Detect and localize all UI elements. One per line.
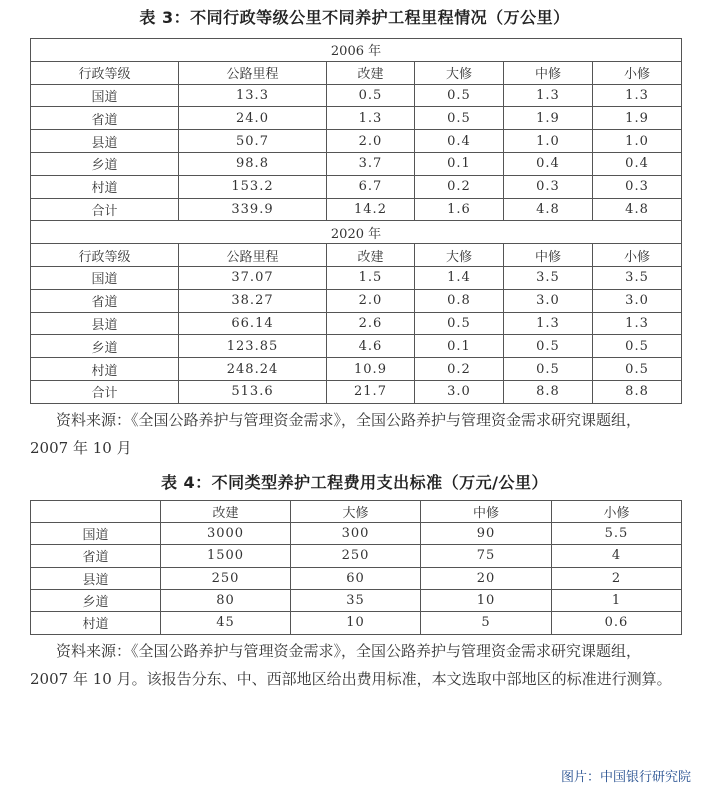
value-cell: 1.4 (415, 266, 504, 289)
value-cell: 6.7 (327, 175, 415, 198)
table-row (31, 130, 682, 153)
table-row (31, 312, 682, 335)
value-cell: 38.27 (179, 289, 327, 312)
column-header: 改建 (327, 61, 415, 84)
year-row (31, 221, 682, 244)
column-header: 改建 (161, 500, 291, 522)
value-cell: 37.07 (179, 266, 327, 289)
value-cell: 98.8 (179, 152, 327, 175)
value-cell: 8.8 (504, 380, 593, 403)
value-cell: 1.3 (504, 312, 593, 335)
value-cell: 0.1 (415, 152, 504, 175)
row-label-cell: 合计 (31, 380, 179, 403)
value-cell: 0.2 (415, 175, 504, 198)
value-cell: 8.8 (593, 380, 682, 403)
value-cell: 0.3 (504, 175, 593, 198)
header-row (31, 244, 682, 267)
header-row (31, 61, 682, 84)
value-cell: 50.7 (179, 130, 327, 153)
value-cell: 10 (291, 612, 421, 634)
row-label-cell: 省道 (31, 545, 161, 567)
table-row (31, 107, 682, 130)
value-cell: 1.3 (327, 107, 415, 130)
table-row (31, 335, 682, 358)
value-cell: 1.6 (415, 198, 504, 221)
value-cell: 339.9 (179, 198, 327, 221)
year-row (31, 39, 682, 62)
column-header: 中修 (421, 500, 552, 522)
row-label-cell: 村道 (31, 175, 179, 198)
value-cell: 0.3 (593, 175, 682, 198)
row-label-cell: 村道 (31, 612, 161, 634)
table-row (31, 567, 682, 589)
value-cell: 1.0 (504, 130, 593, 153)
value-cell: 0.8 (415, 289, 504, 312)
column-header: 公路里程 (179, 244, 327, 267)
value-cell: 300 (291, 523, 421, 545)
value-cell: 3.0 (504, 289, 593, 312)
value-cell: 0.5 (327, 84, 415, 107)
row-label-cell: 省道 (31, 107, 179, 130)
value-cell: 5.5 (552, 523, 682, 545)
row-label-cell: 乡道 (31, 152, 179, 175)
header-row (31, 500, 682, 522)
value-cell: 1.3 (504, 84, 593, 107)
row-label-cell: 合计 (31, 198, 179, 221)
table3 (30, 38, 682, 404)
value-cell: 513.6 (179, 380, 327, 403)
value-cell: 2.0 (327, 130, 415, 153)
table-row (31, 152, 682, 175)
value-cell: 0.4 (593, 152, 682, 175)
value-cell: 0.4 (504, 152, 593, 175)
value-cell: 2 (552, 567, 682, 589)
row-label-cell: 村道 (31, 358, 179, 381)
value-cell: 123.85 (179, 335, 327, 358)
value-cell: 0.5 (593, 358, 682, 381)
column-header: 大修 (415, 244, 504, 267)
row-label-cell: 县道 (31, 130, 179, 153)
value-cell: 153.2 (179, 175, 327, 198)
value-cell: 2.0 (327, 289, 415, 312)
value-cell: 1.3 (593, 312, 682, 335)
value-cell: 0.5 (504, 335, 593, 358)
value-cell: 13.3 (179, 84, 327, 107)
value-cell: 4 (552, 545, 682, 567)
table-row (31, 589, 682, 611)
table-row (31, 289, 682, 312)
value-cell: 250 (161, 567, 291, 589)
value-cell: 0.5 (415, 84, 504, 107)
column-header: 小修 (593, 61, 682, 84)
table4 (30, 500, 682, 635)
row-label-cell: 乡道 (31, 335, 179, 358)
value-cell: 1500 (161, 545, 291, 567)
value-cell: 0.4 (415, 130, 504, 153)
value-cell: 80 (161, 589, 291, 611)
value-cell: 3.7 (327, 152, 415, 175)
column-header (31, 500, 161, 522)
column-header: 改建 (327, 244, 415, 267)
value-cell: 250 (291, 545, 421, 567)
row-label-cell: 乡道 (31, 589, 161, 611)
row-label-cell: 国道 (31, 84, 179, 107)
row-label-cell: 国道 (31, 523, 161, 545)
table-row (31, 175, 682, 198)
column-header: 大修 (291, 500, 421, 522)
value-cell: 1.0 (593, 130, 682, 153)
value-cell: 1.9 (593, 107, 682, 130)
value-cell: 1.5 (327, 266, 415, 289)
column-header: 小修 (552, 500, 682, 522)
value-cell: 3.5 (504, 266, 593, 289)
column-header: 行政等级 (31, 61, 179, 84)
value-cell: 21.7 (327, 380, 415, 403)
value-cell: 10 (421, 589, 552, 611)
column-header: 中修 (504, 244, 593, 267)
image-credit: 图片：中国银行研究院 (560, 770, 691, 785)
value-cell: 2.6 (327, 312, 415, 335)
value-cell: 1.9 (504, 107, 593, 130)
value-cell: 248.24 (179, 358, 327, 381)
table4-source-note: 资料来源：《全国公路养护与管理资金需求》，全国公路养护与管理资金需求研究课题组，2007 年 10 月。该报告分东、中、西部地区给出费用标准，本文选取中部地区的标准进行测算。 (30, 641, 672, 688)
year-label: 2006 年 (31, 39, 682, 62)
value-cell: 60 (291, 567, 421, 589)
value-cell: 0.6 (552, 612, 682, 634)
value-cell: 3.0 (593, 289, 682, 312)
table3-source-note: 资料来源：《全国公路养护与管理资金需求》，全国公路养护与管理资金需求研究课题组，2007 年 10 月 (30, 410, 642, 457)
value-cell: 3000 (161, 523, 291, 545)
value-cell: 10.9 (327, 358, 415, 381)
table-row (31, 266, 682, 289)
value-cell: 3.0 (415, 380, 504, 403)
value-cell: 1 (552, 589, 682, 611)
value-cell: 0.5 (415, 312, 504, 335)
row-label-cell: 国道 (31, 266, 179, 289)
table-row (31, 358, 682, 381)
value-cell: 0.2 (415, 358, 504, 381)
table-row (31, 545, 682, 567)
value-cell: 20 (421, 567, 552, 589)
value-cell: 3.5 (593, 266, 682, 289)
table-row (31, 198, 682, 221)
row-label-cell: 县道 (31, 567, 161, 589)
row-label-cell: 省道 (31, 289, 179, 312)
value-cell: 1.3 (593, 84, 682, 107)
column-header: 小修 (593, 244, 682, 267)
value-cell: 5 (421, 612, 552, 634)
table-row (31, 523, 682, 545)
column-header: 大修 (415, 61, 504, 84)
column-header: 公路里程 (179, 61, 327, 84)
value-cell: 45 (161, 612, 291, 634)
value-cell: 35 (291, 589, 421, 611)
column-header: 行政等级 (31, 244, 179, 267)
value-cell: 90 (421, 523, 552, 545)
table3-caption: 表 3：不同行政等级公里不同养护工程里程情况（万公里） (139, 8, 570, 27)
table-row (31, 612, 682, 634)
table-row (31, 84, 682, 107)
value-cell: 4.8 (593, 198, 682, 221)
value-cell: 0.1 (415, 335, 504, 358)
value-cell: 4.8 (504, 198, 593, 221)
value-cell: 24.0 (179, 107, 327, 130)
table4-caption: 表 4：不同类型养护工程费用支出标准（万元/公里） (160, 472, 549, 492)
value-cell: 0.5 (593, 335, 682, 358)
column-header: 中修 (504, 61, 593, 84)
value-cell: 75 (421, 545, 552, 567)
value-cell: 0.5 (415, 107, 504, 130)
value-cell: 4.6 (327, 335, 415, 358)
value-cell: 66.14 (179, 312, 327, 335)
year-label: 2020 年 (31, 221, 682, 244)
table-row (31, 380, 682, 403)
value-cell: 14.2 (327, 198, 415, 221)
row-label-cell: 县道 (31, 312, 179, 335)
value-cell: 0.5 (504, 358, 593, 381)
